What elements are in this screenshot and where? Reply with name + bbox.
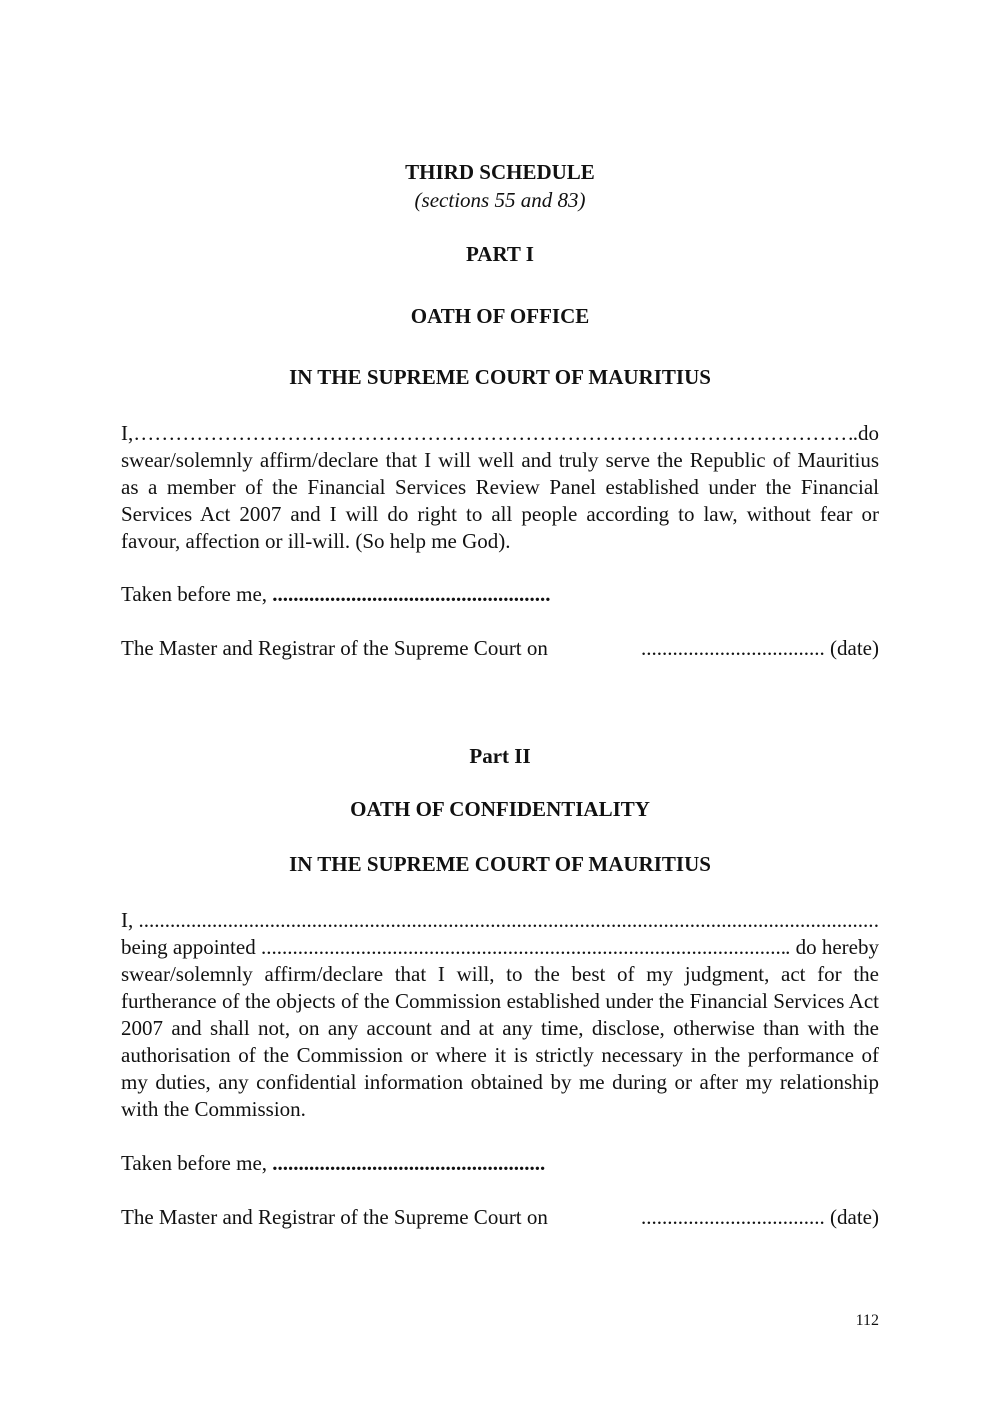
schedule-sections: (sections 55 and 83) <box>414 188 586 212</box>
part2-appointed-line <box>121 934 879 961</box>
part1-registrar: The Master and Registrar of the Supreme Court on <box>121 636 548 660</box>
page-number: 112 <box>855 1312 879 1329</box>
part2-court-heading: IN THE SUPREME COURT OF MAURITIUS <box>289 852 711 876</box>
part2-line-end: . <box>873 908 879 932</box>
part2-registrar-line <box>121 1204 879 1231</box>
part1-line-end: .do <box>852 421 879 445</box>
part2-appointed-blank <box>261 934 785 961</box>
part1-heading: PART I <box>466 242 534 266</box>
part2-appointed-end: . do hereby <box>785 935 879 959</box>
part1-taken-blank: ..................................................... <box>272 582 551 606</box>
part1-oath-title: OATH OF OFFICE <box>410 304 590 328</box>
part1-date-label: (date) <box>830 636 879 660</box>
part2-oath-paragraph <box>121 907 879 1123</box>
part2-appointed-start: being appointed <box>121 935 256 959</box>
part1-name-line <box>121 420 879 447</box>
part1-line-start: I, <box>121 421 134 445</box>
part2-name-line <box>121 907 879 934</box>
part2-oath-title: OATH OF CONFIDENTIALITY <box>350 797 650 821</box>
part1-registrar-line <box>121 635 879 662</box>
part2-taken-blank: .................................................... <box>272 1151 546 1175</box>
part2-taken-before: Taken before me, <box>121 1151 268 1175</box>
part2-registrar: The Master and Registrar of the Supreme Court on <box>121 1205 548 1229</box>
part2-taken-before-line <box>121 1150 545 1177</box>
part1-date-blank: ................................... <box>641 636 825 660</box>
part1-taken-before-line <box>121 581 551 608</box>
part1-taken-before: Taken before me, <box>121 582 268 606</box>
schedule-title: THIRD SCHEDULE <box>405 160 595 184</box>
part2-date-blank: ................................... <box>641 1205 825 1229</box>
part2-date-label: (date) <box>830 1205 879 1229</box>
part2-line-start: I, <box>121 908 134 932</box>
part2-name-blank <box>139 907 874 934</box>
part2-oath-body: swear/solemnly affirm/declare that I will, to the best of my judgment, act for the furtherance of the objects of the Commission established under the Financial Services Act 2007 and shall not, on any account and at any time, disclose, otherwise than with the authorisation of the Commission or where it is strictly necessary in the performance of my duties, any confidential information obtained by me during or after my relationship with the Commission. <box>121 962 879 1121</box>
part1-name-blank <box>133 420 853 447</box>
part2-heading: Part II <box>469 744 531 768</box>
part1-oath-body: swear/solemnly affirm/declare that I will well and truly serve the Republic of Mauritius as a member of the Financial Services Review Panel established under the Financial Services Act 2007 and I will do right to all people according to law, without fear or favour, affection or ill-will. (So help me God). <box>121 448 879 553</box>
part1-oath-paragraph <box>121 420 879 555</box>
part1-court-heading: IN THE SUPREME COURT OF MAURITIUS <box>289 365 711 389</box>
